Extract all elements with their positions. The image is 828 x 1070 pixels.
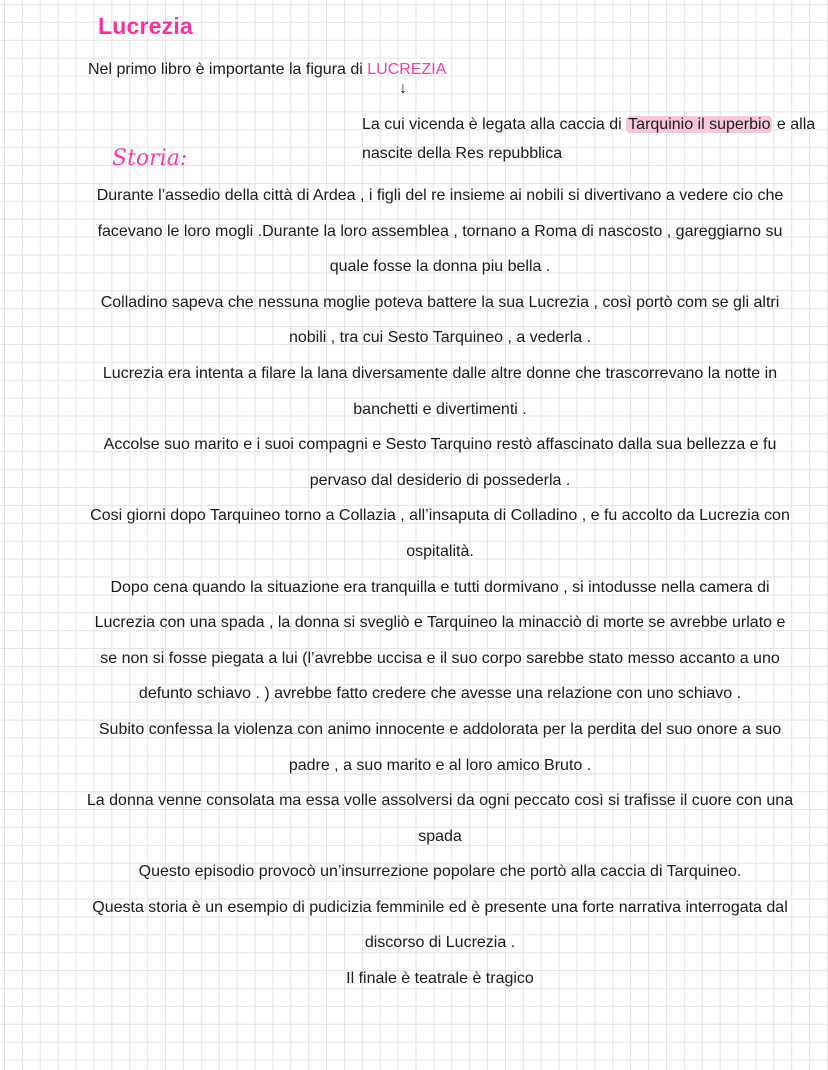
side-note-before: La cui vicenda è legata alla caccia di — [362, 116, 627, 133]
story-paragraph: Subito confessa la violenza con animo innocente e addolorata per la perdita del suo onore a suo padre , a suo marito e al loro amico Bruto . — [98, 720, 782, 774]
story-paragraph: Cosi giorni dopo Tarquineo torno a Collazia , all’insaputa di Colladino , e fu accolto da Lucrezia con ospitalità. — [90, 507, 790, 560]
intro-text: Nel primo libro è importante la figura di — [88, 61, 368, 78]
story-paragraph: La donna venne consolata ma essa volle assolversi da ogni peccato così si trafisse il cuore con una spada — [86, 792, 794, 845]
story-paragraph: Durante l’assedio della città di Ardea , i figli del re insieme ai nobili si divertivano a vedere cio che facevano le loro mogli .Durante la loro assemblea , tornano a Roma di nascosto , gareggiarno su quale fosse la donna piu bella . — [96, 187, 784, 276]
side-note-after: e alla nascite della Res repubblica — [362, 116, 816, 162]
side-note-highlight: Tarquinio il superbio — [628, 116, 771, 133]
story-paragraph: Lucrezia era intenta a filare la lana diversamente dalle altre donne che trascorrevano la notte in banchetti e divertimenti . — [102, 364, 778, 418]
story-paragraph: Dopo cena quando la situazione era tranquilla e tutti dormivano , si intodusse nella camera di Lucrezia con una spada , la donna si svegliò e Tarquineo la minacciò di morte se avrebbe urlato e se non si fosse piegata a lui (l’avrebbe uccisa e il suo corpo sarebbe stato messo accanto a uno defunto schiavo . ) avrebbe fatto credere che avesse una relazione con uno schiavo . — [94, 578, 786, 703]
intro-line — [88, 61, 446, 79]
story-paragraph: Colladino sapeva che nessuna moglie poteva battere la sua Lucrezia , così portò com se gli altri nobili , tra cui Sesto Tarquineo , a vederla . — [100, 293, 780, 347]
down-arrow-icon: ↓ — [399, 80, 407, 97]
intro-highlight: LUCREZIA — [367, 61, 447, 78]
story-body — [86, 178, 794, 997]
note-title: Lucrezia — [98, 13, 193, 39]
story-paragraph: Questo episodio provocò un’insurrezione popolare che portò alla caccia di Tarquineo. — [138, 863, 742, 881]
section-label: Storia: — [112, 146, 188, 171]
side-note — [362, 110, 824, 168]
story-paragraph: Il finale è teatrale è tragico — [346, 970, 534, 988]
story-paragraph: Accolse suo marito e i suoi compagni e Sesto Tarquino restò affascinato dalla sua bellezza e fu pervaso dal desiderio di possederla . — [103, 436, 777, 489]
story-paragraph: Questa storia è un esempio di pudicizia femminile ed è presente una forte narrativa interrogata dal discorso di Lucrezia . — [92, 898, 788, 952]
